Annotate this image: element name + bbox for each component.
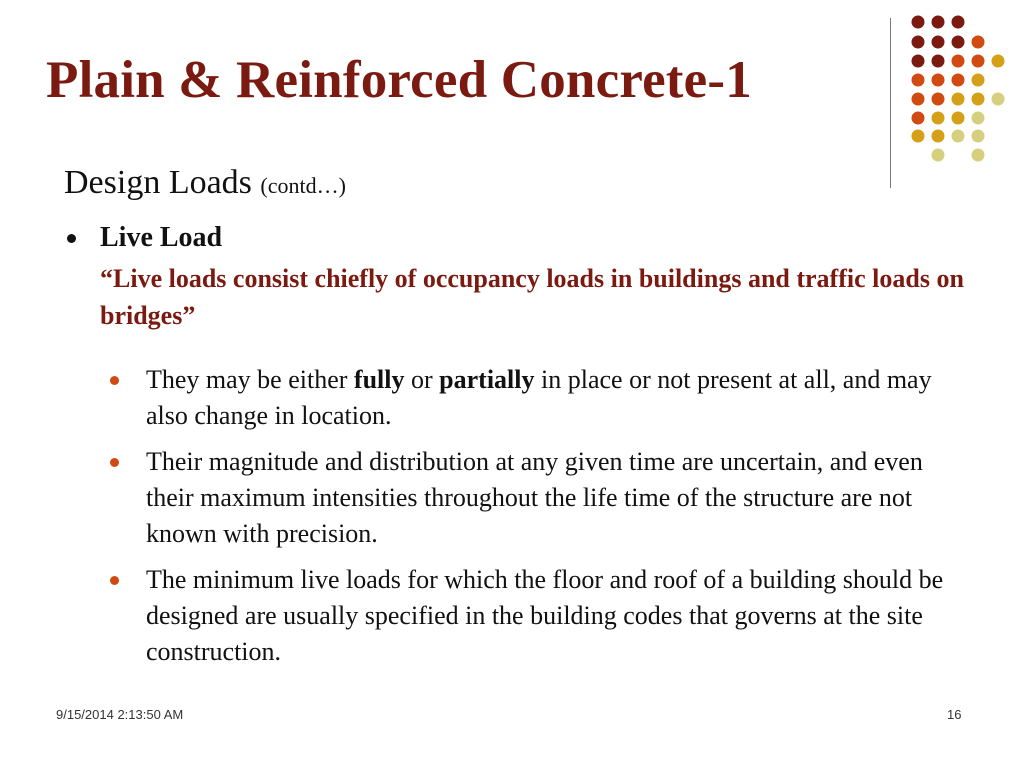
subheading-note: (contd…) xyxy=(260,173,346,198)
main-bullet-quote: “Live loads consist chiefly of occupancy loads in buildings and traffic loads on bridges” xyxy=(100,264,964,330)
decorative-dot xyxy=(912,93,925,106)
decorative-dot xyxy=(912,55,925,68)
sub-bullet-list xyxy=(106,362,976,680)
decorative-dot xyxy=(972,112,985,125)
sub-bullet-text: in place or not present at all, and may also change in location. xyxy=(146,365,932,430)
subheading-text: Design Loads xyxy=(64,164,252,201)
sub-bullet-dot-icon xyxy=(110,576,119,585)
slide-title: Plain & Reinforced Concrete-1 xyxy=(46,51,752,109)
decorative-dot xyxy=(932,112,945,125)
decorative-dot xyxy=(912,112,925,125)
sub-bullet-dot-icon xyxy=(110,376,119,385)
sub-bullet-dot-icon xyxy=(110,458,119,467)
decorative-dot xyxy=(932,130,945,143)
sub-bullet-item xyxy=(106,444,976,552)
decorative-dot xyxy=(952,112,965,125)
decorative-dot xyxy=(912,74,925,87)
decorative-dot xyxy=(932,74,945,87)
emphasis-partially: partially xyxy=(439,365,535,394)
sub-bullet-item xyxy=(106,562,976,670)
decorative-dot xyxy=(952,16,965,29)
decorative-dot xyxy=(972,36,985,49)
decorative-dot xyxy=(932,149,945,162)
decorative-dot xyxy=(992,55,1005,68)
sub-bullet-text: The minimum live loads for which the floor and roof of a building should be designed are usually specified in the building codes that governs at the site construction. xyxy=(146,565,944,666)
section-subheading xyxy=(64,164,346,202)
sub-bullet-text: They may be either xyxy=(146,365,354,394)
decorative-dot xyxy=(912,16,925,29)
decorative-dot xyxy=(912,36,925,49)
decorative-dot xyxy=(952,74,965,87)
sub-bullet-text: or xyxy=(404,365,440,394)
emphasis-fully: fully xyxy=(353,365,405,394)
divider-line xyxy=(890,18,891,188)
sub-bullet-text: Their magnitude and distribution at any given time are uncertain, and even their maximum intensities throughout the life time of the structure are not known with precision. xyxy=(146,447,923,548)
decorative-dot xyxy=(952,93,965,106)
decorative-dot xyxy=(972,149,985,162)
decorative-dot xyxy=(972,93,985,106)
footer-date: 9/15/2014 2:13:50 AM xyxy=(56,707,184,722)
decorative-dot xyxy=(932,55,945,68)
sub-bullet-item xyxy=(106,362,976,434)
decorative-dot xyxy=(952,130,965,143)
decorative-dot xyxy=(972,74,985,87)
decorative-dot xyxy=(932,93,945,106)
decorative-dot xyxy=(952,36,965,49)
decorative-dot xyxy=(932,36,945,49)
decorative-dot xyxy=(912,130,925,143)
decorative-dot xyxy=(952,55,965,68)
decorative-dot xyxy=(932,16,945,29)
decorative-dot xyxy=(992,93,1005,106)
decorative-dot xyxy=(972,55,985,68)
bullet-dot-icon xyxy=(67,234,76,243)
decorative-dot xyxy=(972,130,985,143)
main-bullet-heading: Live Load xyxy=(100,222,223,253)
footer-page-number: 16 xyxy=(947,707,962,722)
